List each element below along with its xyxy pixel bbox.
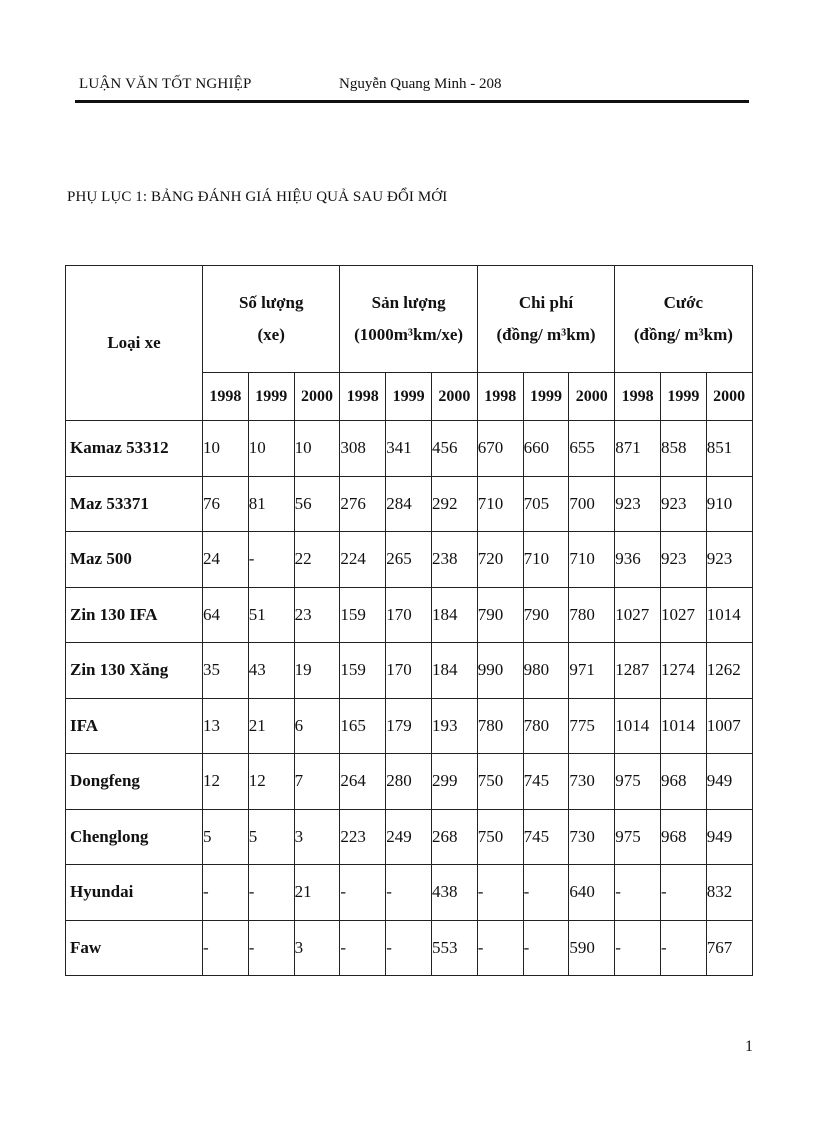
group-unit: (xe) — [257, 325, 285, 344]
value-cell: 3 — [294, 809, 340, 865]
vehicle-type-cell: IFA — [66, 698, 203, 754]
value-cell: 923 — [615, 476, 661, 532]
value-cell: 553 — [432, 920, 478, 976]
header-divider — [75, 100, 749, 103]
value-cell: 640 — [569, 865, 615, 921]
value-cell: 1262 — [706, 643, 752, 699]
table-row — [66, 698, 753, 754]
table-row — [66, 532, 753, 588]
group-title: Chi phí — [518, 293, 574, 312]
vehicle-type-cell: Maz 53371 — [66, 476, 203, 532]
year-header: 2000 — [294, 373, 340, 421]
value-cell: 858 — [660, 421, 706, 477]
value-cell: 1287 — [615, 643, 661, 699]
group-title: Sản lượng — [371, 293, 446, 312]
value-cell: 179 — [386, 698, 432, 754]
value-cell: 21 — [248, 698, 294, 754]
value-cell: 184 — [432, 587, 478, 643]
value-cell: 193 — [432, 698, 478, 754]
vehicle-type-cell: Maz 500 — [66, 532, 203, 588]
value-cell: 660 — [523, 421, 569, 477]
value-cell: 710 — [477, 476, 523, 532]
value-cell: 7 — [294, 754, 340, 810]
value-cell: 780 — [523, 698, 569, 754]
group-unit: (đồng/ m³km) — [496, 325, 596, 344]
page-header — [79, 76, 749, 102]
value-cell: 292 — [432, 476, 478, 532]
value-cell: 655 — [569, 421, 615, 477]
value-cell: 223 — [340, 809, 386, 865]
evaluation-table — [65, 265, 753, 976]
value-cell: 923 — [660, 532, 706, 588]
value-cell: 3 — [294, 920, 340, 976]
vehicle-type-cell: Hyundai — [66, 865, 203, 921]
value-cell: 975 — [615, 809, 661, 865]
value-cell: 10 — [248, 421, 294, 477]
value-cell: 21 — [294, 865, 340, 921]
value-cell: 851 — [706, 421, 752, 477]
value-cell: 871 — [615, 421, 661, 477]
value-cell: 43 — [248, 643, 294, 699]
value-cell: 705 — [523, 476, 569, 532]
value-cell: 12 — [203, 754, 249, 810]
value-cell: 971 — [569, 643, 615, 699]
value-cell: 5 — [203, 809, 249, 865]
value-cell: 224 — [340, 532, 386, 588]
value-cell: 265 — [386, 532, 432, 588]
value-cell: 590 — [569, 920, 615, 976]
group-header — [203, 266, 340, 373]
vehicle-type-cell: Zin 130 IFA — [66, 587, 203, 643]
year-header: 1998 — [615, 373, 661, 421]
table-row — [66, 920, 753, 976]
value-cell: 980 — [523, 643, 569, 699]
value-cell: 10 — [203, 421, 249, 477]
year-header: 1999 — [523, 373, 569, 421]
value-cell: 51 — [248, 587, 294, 643]
group-header — [477, 266, 614, 373]
vehicle-type-cell: Chenglong — [66, 809, 203, 865]
value-cell: 780 — [477, 698, 523, 754]
thesis-label: LUẬN VĂN TỐT NGHIỆP — [79, 76, 252, 92]
value-cell: 268 — [432, 809, 478, 865]
value-cell: 790 — [477, 587, 523, 643]
value-cell: 35 — [203, 643, 249, 699]
value-cell: 730 — [569, 754, 615, 810]
vehicle-type-cell: Zin 130 Xăng — [66, 643, 203, 699]
value-cell: 700 — [569, 476, 615, 532]
year-header: 1999 — [386, 373, 432, 421]
value-cell: - — [203, 865, 249, 921]
group-header — [615, 266, 752, 373]
value-cell: 1007 — [706, 698, 752, 754]
value-cell: 968 — [660, 809, 706, 865]
value-cell: - — [477, 865, 523, 921]
year-header: 2000 — [569, 373, 615, 421]
value-cell: 64 — [203, 587, 249, 643]
value-cell: 1014 — [660, 698, 706, 754]
value-cell: 238 — [432, 532, 478, 588]
value-cell: 299 — [432, 754, 478, 810]
value-cell: 170 — [386, 587, 432, 643]
value-cell: 6 — [294, 698, 340, 754]
group-unit: (đồng/ m³km) — [633, 325, 733, 344]
value-cell: 745 — [523, 754, 569, 810]
value-cell: 750 — [477, 754, 523, 810]
value-cell: - — [523, 920, 569, 976]
value-cell: 1014 — [706, 587, 752, 643]
value-cell: 284 — [386, 476, 432, 532]
value-cell: 276 — [340, 476, 386, 532]
value-cell: - — [248, 865, 294, 921]
table-row — [66, 809, 753, 865]
value-cell: 159 — [340, 587, 386, 643]
value-cell: - — [477, 920, 523, 976]
table-body — [66, 421, 753, 976]
group-header — [340, 266, 477, 373]
vehicle-type-cell: Dongfeng — [66, 754, 203, 810]
year-header: 2000 — [706, 373, 752, 421]
value-cell: 910 — [706, 476, 752, 532]
value-cell: 170 — [386, 643, 432, 699]
value-cell: 24 — [203, 532, 249, 588]
year-header: 1999 — [248, 373, 294, 421]
value-cell: 308 — [340, 421, 386, 477]
table-row — [66, 865, 753, 921]
value-cell: 22 — [294, 532, 340, 588]
value-cell: 923 — [706, 532, 752, 588]
group-title: Số lượng — [238, 293, 304, 312]
vehicle-type-cell: Faw — [66, 920, 203, 976]
year-header: 1999 — [660, 373, 706, 421]
value-cell: 264 — [340, 754, 386, 810]
value-cell: 10 — [294, 421, 340, 477]
table-row — [66, 643, 753, 699]
value-cell: 767 — [706, 920, 752, 976]
value-cell: 165 — [340, 698, 386, 754]
value-cell: 12 — [248, 754, 294, 810]
value-cell: 184 — [432, 643, 478, 699]
year-header: 1998 — [203, 373, 249, 421]
value-cell: - — [660, 920, 706, 976]
value-cell: 990 — [477, 643, 523, 699]
year-header: 1998 — [340, 373, 386, 421]
value-cell: 1274 — [660, 643, 706, 699]
value-cell: 730 — [569, 809, 615, 865]
value-cell: 23 — [294, 587, 340, 643]
value-cell: 341 — [386, 421, 432, 477]
value-cell: 832 — [706, 865, 752, 921]
value-cell: 923 — [660, 476, 706, 532]
value-cell: 710 — [569, 532, 615, 588]
table-row — [66, 421, 753, 477]
value-cell: 968 — [660, 754, 706, 810]
author-name: Nguyễn Quang Minh - 208 — [339, 76, 502, 92]
value-cell: - — [340, 865, 386, 921]
value-cell: 710 — [523, 532, 569, 588]
value-cell: 5 — [248, 809, 294, 865]
value-cell: 1014 — [615, 698, 661, 754]
vehicle-type-cell: Kamaz 53312 — [66, 421, 203, 477]
value-cell: 456 — [432, 421, 478, 477]
value-cell: - — [660, 865, 706, 921]
group-title: Cước — [663, 293, 704, 312]
value-cell: 745 — [523, 809, 569, 865]
value-cell: 13 — [203, 698, 249, 754]
value-cell: - — [340, 920, 386, 976]
value-cell: 249 — [386, 809, 432, 865]
value-cell: 1027 — [660, 587, 706, 643]
value-cell: - — [615, 920, 661, 976]
value-cell: 780 — [569, 587, 615, 643]
appendix-title: PHỤ LỤC 1: BẢNG ĐÁNH GIÁ HIỆU QUẢ SAU ĐỔI MỚI — [67, 189, 448, 205]
column-header-vehicle-type: Loại xe — [66, 266, 203, 421]
value-cell: 438 — [432, 865, 478, 921]
table-row — [66, 476, 753, 532]
value-cell: 790 — [523, 587, 569, 643]
value-cell: - — [386, 920, 432, 976]
year-header: 2000 — [432, 373, 478, 421]
value-cell: 1027 — [615, 587, 661, 643]
value-cell: - — [248, 532, 294, 588]
value-cell: 750 — [477, 809, 523, 865]
value-cell: 949 — [706, 754, 752, 810]
table-row — [66, 587, 753, 643]
value-cell: 280 — [386, 754, 432, 810]
value-cell: 720 — [477, 532, 523, 588]
value-cell: 81 — [248, 476, 294, 532]
value-cell: - — [248, 920, 294, 976]
year-header: 1998 — [477, 373, 523, 421]
value-cell: 19 — [294, 643, 340, 699]
value-cell: 159 — [340, 643, 386, 699]
page-number: 1 — [745, 1038, 753, 1055]
table-row — [66, 754, 753, 810]
value-cell: 775 — [569, 698, 615, 754]
value-cell: 76 — [203, 476, 249, 532]
value-cell: 670 — [477, 421, 523, 477]
value-cell: - — [523, 865, 569, 921]
group-unit: (1000m³km/xe) — [354, 325, 464, 344]
value-cell: - — [386, 865, 432, 921]
value-cell: - — [615, 865, 661, 921]
value-cell: 56 — [294, 476, 340, 532]
value-cell: - — [203, 920, 249, 976]
value-cell: 949 — [706, 809, 752, 865]
value-cell: 936 — [615, 532, 661, 588]
value-cell: 975 — [615, 754, 661, 810]
